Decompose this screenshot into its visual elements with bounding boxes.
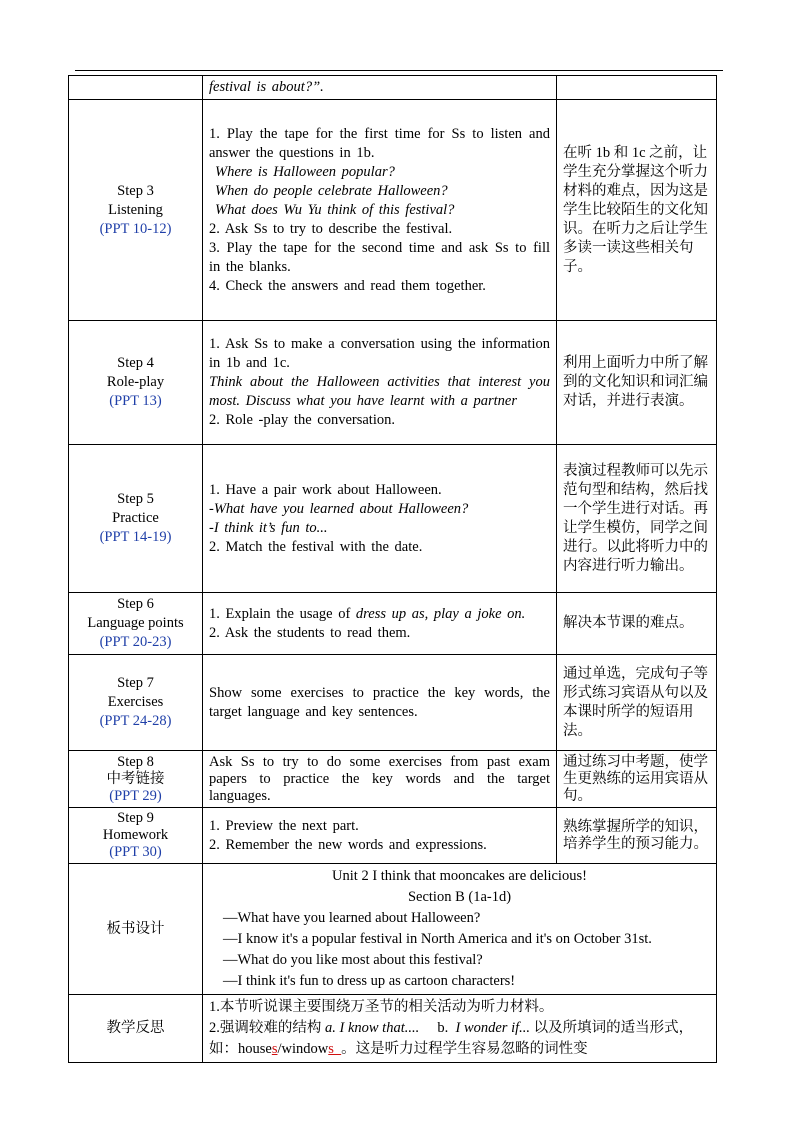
procedure-cell	[203, 593, 557, 655]
procedure-line: 1. Preview the next part.	[209, 817, 359, 834]
reflection-content-cell	[203, 995, 717, 1063]
question-line: Where is Halloween popular?	[215, 163, 395, 180]
structure-a: a. I know that....	[325, 1020, 420, 1036]
board-line: —What do you like most about this festival?	[223, 952, 483, 968]
step-title: Step 3	[117, 182, 154, 199]
procedure-line: 1. Have a pair work about Halloween.	[209, 481, 442, 498]
reflection-label-cell: 教学反思	[69, 995, 203, 1063]
step-cell	[69, 655, 203, 751]
step-name: Listening	[108, 201, 163, 218]
procedure-text: 1. Explain the usage of	[209, 605, 356, 622]
procedure-cell	[203, 321, 557, 445]
procedure-cell	[203, 445, 557, 593]
note-cell: 通过单选，完成句子等形式练习宾语从句以及本课时所学的短语用法。	[557, 655, 717, 751]
procedure-cell: Show some exercises to practice the key words, the target language and key sentences.	[203, 655, 557, 751]
note-cell: 利用上面听力中所了解到的文化知识和词汇编对话，并进行表演。	[557, 321, 717, 445]
table-row-intro	[69, 76, 717, 100]
step-ppt: (PPT 30)	[109, 844, 162, 860]
board-line: —I know it's a popular festival in North America and it's on October 31st.	[223, 931, 652, 947]
step-ppt: (PPT 20-23)	[99, 634, 172, 650]
board-line: —What have you learned about Halloween?	[223, 910, 481, 926]
step-name: Practice	[112, 510, 159, 526]
header-rule	[75, 70, 723, 71]
table-row-step7	[69, 655, 717, 751]
procedure-italic: -I think it’s fun to...	[209, 519, 328, 536]
lesson-plan-table	[68, 75, 717, 1063]
procedure-cell	[203, 76, 557, 100]
step-name: Language points	[87, 615, 184, 631]
table-row-step4	[69, 321, 717, 445]
step-cell	[69, 593, 203, 655]
board-label-cell: 板书设计	[69, 864, 203, 995]
procedure-line: 2. Match the festival with the date.	[209, 538, 423, 555]
note-cell: 熟练掌握所学的知识，培养学生的预习能力。	[557, 808, 717, 864]
procedure-cell: Ask Ss to try to do some exercises from past exam papers to practice the key words and the target languages.	[203, 751, 557, 808]
phrase-list: dress up as, play a joke on.	[355, 605, 526, 622]
board-section: Section B (1a-1d)	[407, 889, 512, 905]
table-row-step6	[69, 593, 717, 655]
question-line: When do people celebrate Halloween?	[215, 182, 448, 199]
procedure-cell	[203, 100, 557, 321]
table-row-step9	[69, 808, 717, 864]
procedure-text: festival is about?”.	[209, 79, 324, 95]
question-line: What does Wu Yu think of this festival?	[215, 201, 455, 218]
step-cell	[69, 751, 203, 808]
procedure-line: 2. Ask the students to read them.	[209, 624, 411, 641]
note-cell: 解决本节课的难点。	[557, 593, 717, 655]
note-cell: 在听 1b 和 1c 之前，让学生充分掌握这个听力材料的难点，因为这是学生比较陌生的文化知识。在听力之后让学生多读一读这些相关句子。	[557, 100, 717, 321]
table-row-step3	[69, 100, 717, 321]
step-name: Homework	[102, 827, 169, 843]
reflection-text: 2.强调较难的结构	[209, 1020, 325, 1036]
suffix-highlight: s	[271, 1041, 278, 1057]
procedure-italic: -What have you learned about Halloween?	[209, 500, 469, 517]
step-title: Step 7	[117, 675, 154, 691]
board-content-cell	[203, 864, 717, 995]
table-row-board	[69, 864, 717, 995]
procedure-line: 2. Ask Ss to try to describe the festival.	[209, 220, 453, 237]
step-title: Step 9	[117, 810, 154, 826]
procedure-line: 1. Play the tape for the first time for Ss to listen and answer the questions in 1b.	[209, 125, 550, 161]
reflection-line	[209, 1018, 710, 1060]
step-title: Step 6	[117, 596, 154, 612]
reflection-text: 。这是听力过程学生容易忽略的词性变	[341, 1041, 588, 1057]
step-ppt: (PPT 29)	[109, 787, 162, 804]
procedure-line: 3. Play the tape for the second time and ask Ss to fill in the blanks.	[209, 239, 550, 275]
note-cell: 通过练习中考题，使学生更熟练的运用宾语从句。	[557, 751, 717, 808]
step-name: Exercises	[107, 694, 164, 710]
step-title: Step 5	[117, 491, 154, 507]
reflection-text: b.	[419, 1020, 456, 1036]
table-row-step8	[69, 751, 717, 808]
procedure-cell	[203, 808, 557, 864]
procedure-line	[209, 605, 550, 624]
board-unit-title: Unit 2 I think that mooncakes are delicious!	[332, 868, 587, 884]
procedure-italic: Think about the Halloween activities that interest you most. Discuss what you have learnt with a partner	[209, 374, 550, 409]
suffix-highlight: s	[328, 1041, 342, 1057]
step-ppt: (PPT 10-12)	[99, 220, 172, 237]
procedure-line: 2. Role -play the conversation.	[209, 412, 395, 428]
procedure-line: 4. Check the answers and read them together.	[209, 277, 486, 294]
procedure-line: 2. Remember the new words and expressions.	[209, 836, 487, 853]
table-row-reflection	[69, 995, 717, 1063]
reflection-text: /window	[277, 1041, 329, 1057]
reflection-text: 以及所填词的适当形式，如：house	[209, 1020, 694, 1057]
step-name: 中考链接	[106, 770, 165, 787]
table-row-step5	[69, 445, 717, 593]
step-ppt: (PPT 24-28)	[99, 713, 172, 729]
procedure-line: 1. Ask Ss to make a conversation using the information in 1b and 1c.	[209, 336, 550, 371]
step-title: Step 4	[117, 355, 154, 371]
step-ppt: (PPT 14-19)	[99, 529, 172, 545]
step-cell-empty	[69, 76, 203, 100]
board-line: —I think it's fun to dress up as cartoon characters!	[223, 973, 516, 989]
step-name: Role-play	[106, 374, 165, 390]
step-cell	[69, 808, 203, 864]
step-cell	[69, 445, 203, 593]
note-cell-empty	[557, 76, 717, 100]
step-cell	[69, 100, 203, 321]
step-cell	[69, 321, 203, 445]
step-ppt: (PPT 13)	[109, 393, 162, 409]
reflection-line: 1.本节听说课主要围绕万圣节的相关活动为听力材料。	[209, 999, 554, 1015]
structure-b: I wonder if...	[455, 1020, 531, 1036]
note-cell: 表演过程教师可以先示范句型和结构，然后找一个学生进行对话。再让学生模仿，同学之间进行。以此将听力中的内容进行听力输出。	[557, 445, 717, 593]
step-title: Step 8	[117, 753, 154, 770]
